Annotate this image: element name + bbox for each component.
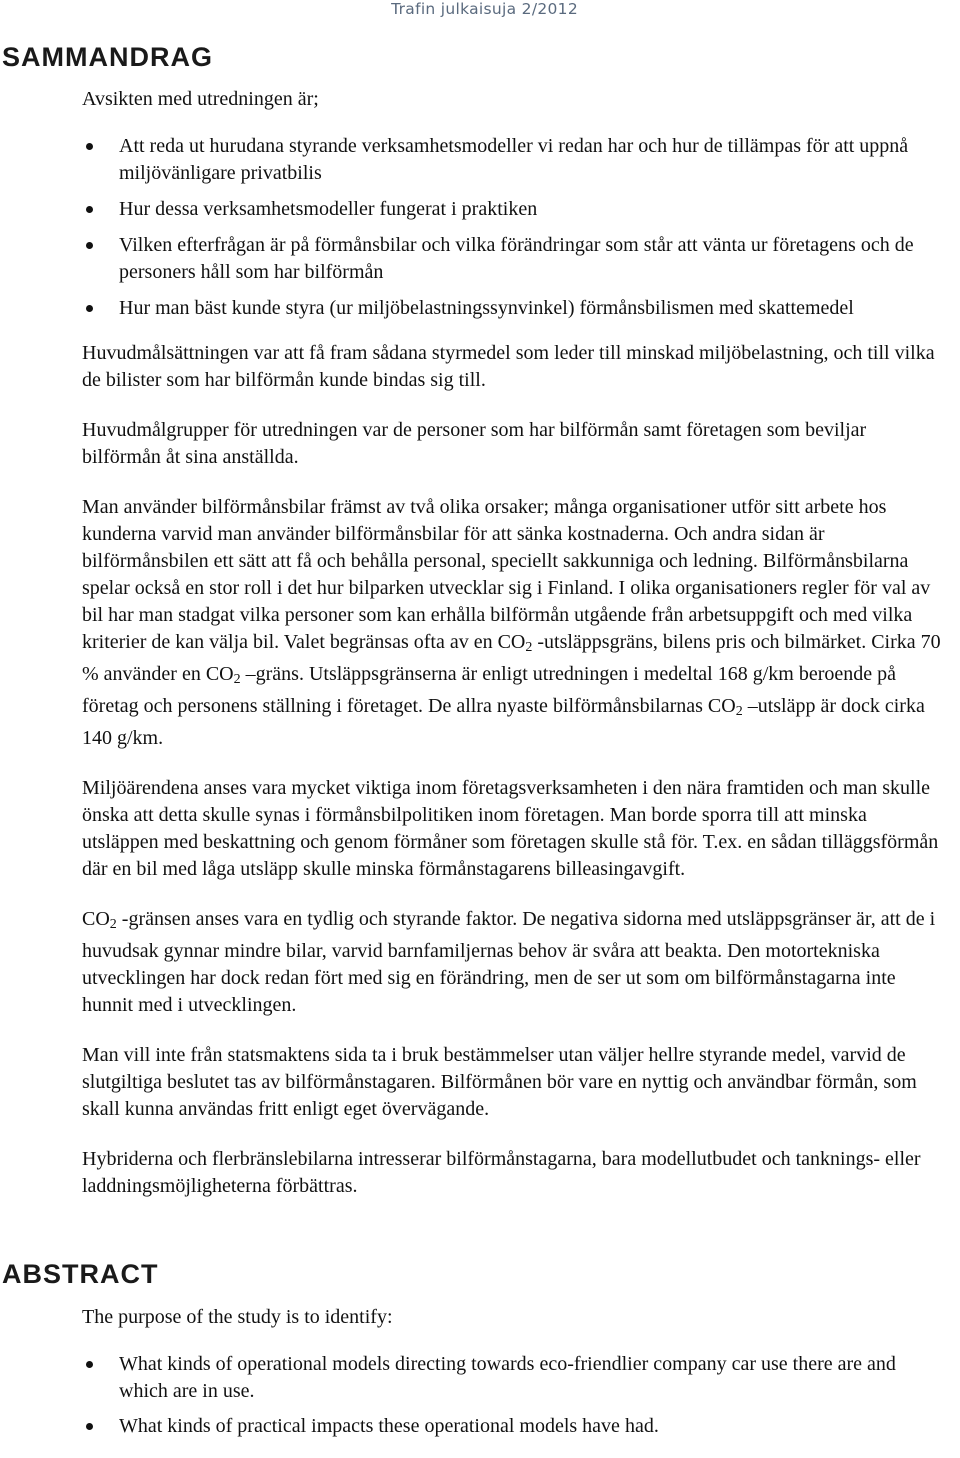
- bullet-icon: [86, 305, 93, 312]
- abstract-body: [82, 1304, 948, 1458]
- paragraph: Miljöärendena anses vara mycket viktiga inom företagsverksamheten i den nära framtiden och man skulle önska att detta skulle synas i förmånsbilpolitiken inom företagen. Man borde sporra till att minska utsläppen med beskattning och genom förmåner som företagen skulle stå för. T.ex. en sådan tilläggsförmån där en bil med låga utsläpp skulle minska förmånstagarens billeasingavgift.: [82, 777, 939, 880]
- paragraph: Man vill inte från statsmaktens sida ta i bruk bestämmelser utan väljer hellre styrande medel, varvid de slutgiltiga beslutet tas av bilförmånstagaren. Bilförmånen bör vare en nyttig och användbar förmån, som skall kunna användas fritt enligt eget övervägande.: [82, 1044, 917, 1120]
- list-item: [82, 232, 948, 286]
- text-run: -gränsen anses vara en tydlig och styrande faktor. De negativa sidorna med utsläppsgränser är, att de i huvudsak gynnar mindre bilar, varvid barnfamiljernas behov är svåra att beakta. Den motortekniska utvecklingen har dock redan fört med sig en förändring, men de ser ut som om bilförmånstagarna inte hunnit med i utvecklingen.: [82, 908, 936, 1016]
- sammandrag-bullet-list: [82, 133, 948, 322]
- subscript: 2: [233, 672, 241, 687]
- section-title-abstract: ABSTRACT: [2, 1259, 159, 1289]
- list-item-text: Vilken efterfrågan är på förmånsbilar och vilka förändringar som står att vänta ur företagens och de personers håll som har bilförmån: [119, 234, 914, 283]
- bullet-icon: [86, 143, 93, 150]
- list-item: [82, 133, 948, 187]
- subscript: 2: [735, 704, 743, 719]
- text-run: CO: [82, 908, 110, 930]
- text-run: Man använder bilförmånsbilar främst av två olika orsaker; många organisationer utför sitt arbete hos kunderna varvid man använder bilförmånsbilar för att sänka kostnaderna. Och andra sidan är bilförmånsbilen ett sätt att få och behålla personal, speciellt sakkunniga och ledning. Bilförmånsbilarna spelar också en stor roll i det hur bilparken utvecklar sig i Finland. I olika organisationers regler för val av bil har man stadgat vilka personer som kan erhålla bilförmån utgående från arbetsuppgift och med vilka kriterier de kan välja bil. Valet begränsas ofta av en CO: [82, 496, 931, 653]
- list-item-text: Hur man bäst kunde styra (ur miljöbelastningssynvinkel) förmånsbilismen med skattemedel: [119, 297, 854, 319]
- paragraph: Hybriderna och flerbränslebilarna intresserar bilförmånstagarna, bara modellutbudet och tanknings- eller laddningsmöjligheterna förbättras.: [82, 1148, 921, 1197]
- subscript: 2: [109, 917, 117, 932]
- bullet-icon: [86, 206, 93, 213]
- list-item-text: Att reda ut hurudana styrande verksamhetsmodeller vi redan har och hur de tillämpas för att uppnå miljövänligare privatbilis: [119, 135, 909, 184]
- sammandrag-intro: Avsikten med utredningen är;: [82, 88, 319, 110]
- paragraph: Huvudmålsättningen var att få fram sådana styrmedel som leder till minskad miljöbelastning, och till vilka de bilister som har bilförmån kunde bindas sig till.: [82, 342, 935, 391]
- list-item: [82, 295, 948, 322]
- paragraph: [82, 906, 948, 1019]
- abstract-intro: The purpose of the study is to identify:: [82, 1306, 393, 1328]
- section-title-sammandrag: SAMMANDRAG: [2, 42, 213, 72]
- paragraph: Huvudmålgrupper för utredningen var de personer som har bilförmån samt företagen som beviljar bilförmån åt sina anställda.: [82, 419, 867, 468]
- list-item-text: Hur dessa verksamhetsmodeller fungerat i praktiken: [119, 198, 538, 220]
- list-item-text: What kinds of operational models directing towards eco-friendlier company car use there are and which are in use.: [119, 1353, 896, 1402]
- sammandrag-body: [82, 86, 948, 1223]
- bullet-icon: [86, 1361, 93, 1368]
- running-header: Trafin julkaisuja 2/2012: [391, 0, 578, 18]
- list-item: [82, 1413, 948, 1440]
- bullet-icon: [86, 1423, 93, 1430]
- paragraph: [82, 494, 948, 752]
- list-item: [82, 196, 948, 223]
- text-run: –utsläpp är dock cirka 140 g/km.: [82, 695, 925, 749]
- text-run: -utsläppsgräns, bilens pris och bilmärket. Cirka 70 % använder en CO: [82, 631, 941, 685]
- abstract-bullet-list: [82, 1351, 948, 1440]
- bullet-icon: [86, 242, 93, 249]
- subscript: 2: [525, 640, 533, 655]
- list-item-text: What kinds of practical impacts these operational models have had.: [119, 1415, 659, 1437]
- list-item: [82, 1351, 948, 1405]
- text-run: –gräns. Utsläppsgränserna är enligt utredningen i medeltal 168 g/km beroende på företag och personens ställning i företaget. De allra nyaste bilförmånsbilarnas CO: [82, 663, 896, 717]
